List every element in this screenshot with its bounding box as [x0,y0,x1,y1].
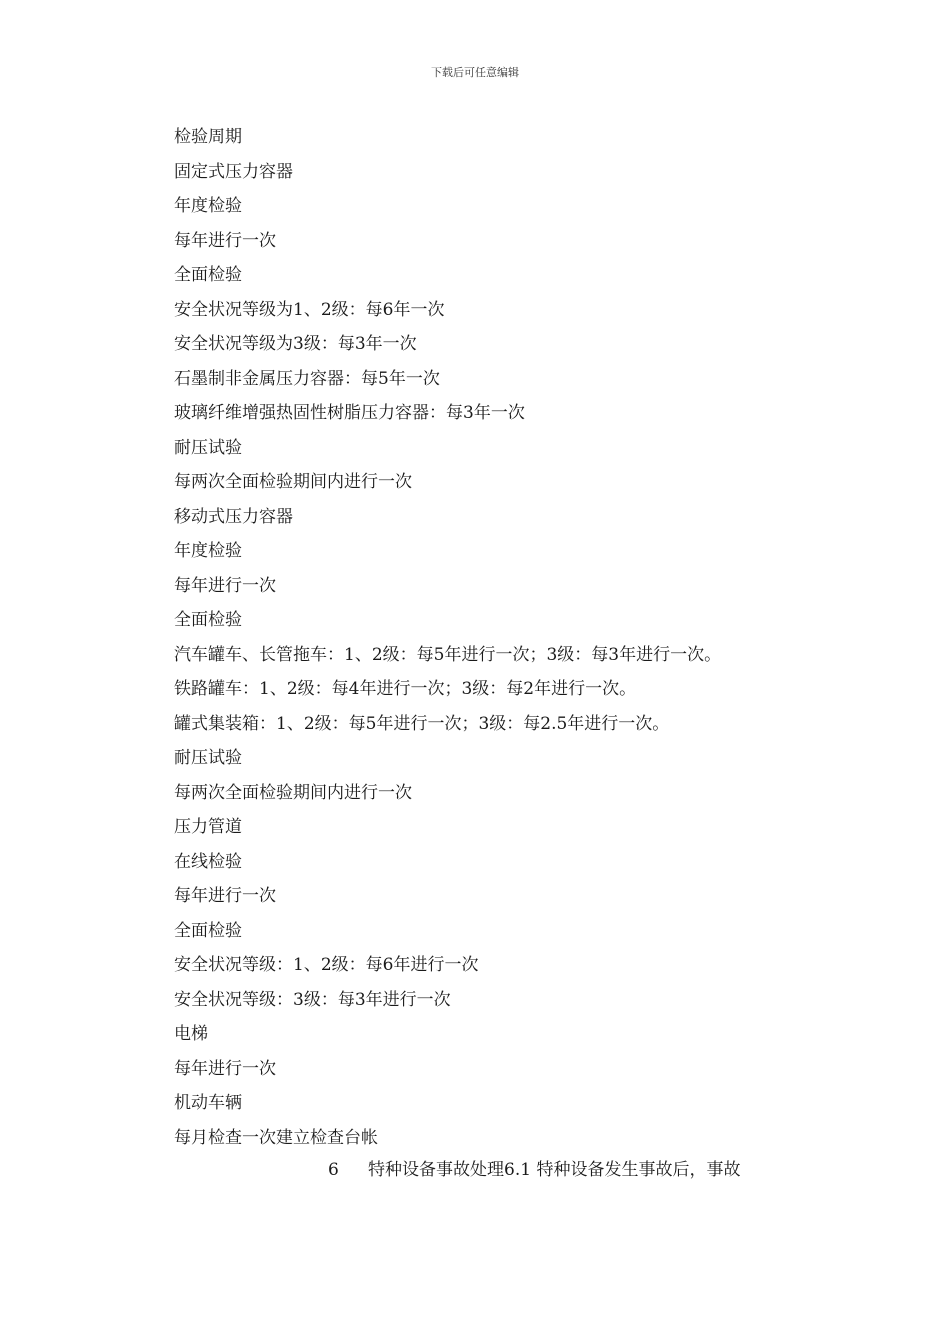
text-line: 耐压试验 [174,437,242,458]
text-line: 玻璃纤维增强热固性树脂压力容器：每3年一次 [174,403,525,423]
text-line: 每年进行一次 [174,230,276,251]
text-line: 全面检验 [174,265,242,285]
text-line: 耐压试验 [174,748,242,768]
text-line: 安全状况等级为3级：每3年一次 [174,334,417,354]
text-line: 移动式压力容器 [174,506,293,527]
text-line: 年度检验 [174,196,242,216]
text-line: 石墨制非金属压力容器：每5年一次 [174,368,440,389]
page-header: 下载后可任意编辑 [431,66,519,79]
section-text: 特种设备事故处理6.1 特种设备发生事故后，事故 [368,1160,741,1180]
text-line: 每两次全面检验期间内进行一次 [174,472,412,492]
text-line: 固定式压力容器 [174,161,293,182]
text-line: 每年进行一次 [174,575,276,596]
text-line: 年度检验 [174,541,242,561]
document-body [174,120,834,1155]
text-line: 全面检验 [174,610,242,630]
text-line: 全面检验 [174,920,242,941]
text-line: 机动车辆 [174,1093,242,1113]
text-line: 电梯 [174,1024,208,1044]
text-line: 每年进行一次 [174,1058,276,1079]
text-line: 在线检验 [174,851,242,872]
section-heading [328,1153,740,1187]
text-line: 每月检查一次建立检查台帐 [174,1127,378,1148]
text-line: 每年进行一次 [174,886,276,906]
section-number: 6 [328,1160,339,1180]
text-line: 每两次全面检验期间内进行一次 [174,782,412,803]
text-line: 检验周期 [174,127,242,147]
text-line: 安全状况等级：1、2级：每6年进行一次 [174,955,479,975]
text-line: 铁路罐车：1、2级：每4年进行一次；3级：每2年进行一次。 [174,679,637,699]
text-line: 汽车罐车、长管拖车：1、2级：每5年进行一次；3级：每3年进行一次。 [174,644,722,665]
text-line: 安全状况等级：3级：每3年进行一次 [174,989,451,1010]
text-line: 压力管道 [174,817,242,837]
text-line: 安全状况等级为1、2级：每6年一次 [174,299,445,320]
text-line: 罐式集装箱：1、2级：每5年进行一次；3级：每2.5年进行一次。 [174,713,670,734]
